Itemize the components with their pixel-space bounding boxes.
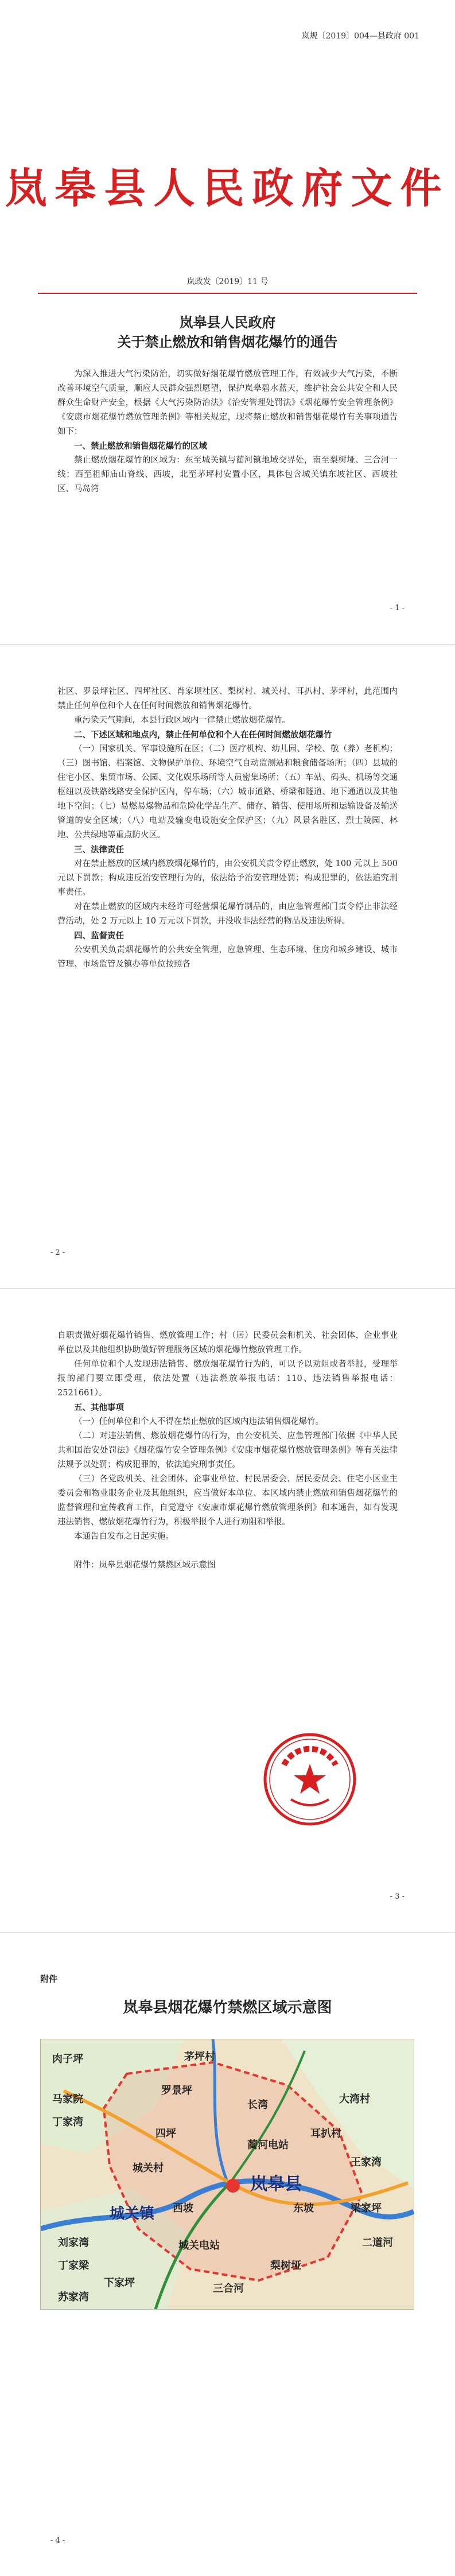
annex-label: 附件: [40, 1974, 58, 1984]
map-canvas: [41, 2039, 414, 2309]
page-number: - 2 -: [50, 1248, 65, 1257]
place-label: 大湾村: [339, 2093, 370, 2105]
section-3-paragraph-1: 对在禁止燃放的区域内燃放烟花爆竹的，由公安机关责令停止燃放，处 100 元以上 500 元以下罚款；构成违反治安管理行为的，依法给予治安管理处罚；构成犯罪的，依法追究刑事责任。: [57, 859, 398, 897]
place-label: 城关村: [133, 2162, 164, 2174]
section-5-item-1: （一）任何单位和个人不得在禁止燃放的区域内违法销售烟花爆竹。: [74, 1417, 324, 1426]
fireworks-ban-zone-map: [40, 2039, 414, 2310]
page-2-body: [57, 685, 398, 972]
section-5-item-3: （三）各党政机关、社会团体、企事业单位、村民居委会、居民委员会、住宅小区业主委员会和物业服务企业及其他组织，应当做好本单位、本区域内禁止燃放和销售烟花爆竹的监督管理和宣传教育工作，自觉遵守《安康市烟花爆竹燃放管理条例》和本通告，如有发现违法销售、燃放烟花爆竹行为，积极举报个人进行劝阻和举报。: [57, 1475, 398, 1527]
place-label: 西坡: [173, 2202, 193, 2214]
county-seat-marker: [226, 2179, 240, 2193]
place-label: 长湾: [247, 2099, 268, 2111]
government-banner: 岚皋县人民政府文件: [5, 164, 450, 212]
place-label: 刘家湾: [58, 2237, 89, 2248]
place-label: 四坪: [155, 2128, 176, 2139]
page-1-body: [57, 367, 398, 496]
section-3-paragraph-2: 对在禁止燃放的区域内未经许可经营烟花爆竹制品的，由应急管理部门责令停止非法经营活动，处 2 万元以上 10 万元以下罚款，并没收非法经营的物品及违法所得。: [57, 902, 398, 926]
annex-title: 岚皋县烟花爆竹禁燃区域示意图: [123, 1999, 332, 2016]
place-label: 王家湾: [351, 2156, 382, 2168]
attachment-line: 附件：岚皋县烟花爆竹禁燃区域示意图: [74, 1561, 216, 1570]
page-number: - 1 -: [390, 604, 405, 612]
section-4-paragraph: 公安机关负责烟花爆竹的公共安全管理，应急管理、生态环境、住房和城乡建设、城市管理、市场监管及镇办等单位按照各: [57, 945, 398, 969]
page-1: [0, 0, 455, 644]
town-label: 岚皋县: [250, 2175, 302, 2194]
place-label: 耳扒村: [310, 2128, 341, 2139]
page-3-body: [57, 1329, 398, 1573]
page-4: [0, 1932, 455, 2576]
section-5-heading: 五、其他事项: [74, 1403, 124, 1413]
place-label: 梁家坪: [351, 2202, 382, 2214]
place-label: 肉子坪: [52, 2053, 83, 2065]
place-label: 罗景坪: [161, 2085, 192, 2096]
place-label: 丁家梁: [58, 2260, 89, 2271]
section-4-continued: 自职责做好烟花爆竹销售、燃放管理工作；村（居）民委员会和机关、社会团体、企业事业单位以及其他组织协助做好管理服务区域的烟花爆竹燃放管理工作。: [57, 1331, 398, 1355]
place-label: 城关电站: [178, 2240, 220, 2251]
section-1-heading: 一、禁止燃放和销售烟花爆竹的区域: [74, 441, 207, 451]
section-2-heading: 二、下述区域和地点内，禁止任何单位和个人在任何时间燃放烟花爆竹: [74, 730, 332, 740]
place-label: 马家院: [52, 2093, 83, 2105]
section-3-heading: 三、法律责任: [74, 845, 124, 855]
place-label: 梨树垭: [270, 2260, 301, 2271]
title-line-1: 岚皋县人民政府: [179, 314, 276, 331]
government-seal: [261, 1731, 359, 1828]
place-label: 二道河: [362, 2237, 393, 2248]
place-label: 茅坪村: [184, 2051, 215, 2062]
document-reference: 岚规〔2019〕004—县政府 001: [301, 32, 419, 41]
heavy-pollution-paragraph: 重污染天气期间，本县行政区域内一律禁止燃放烟花爆竹。: [74, 716, 290, 725]
place-label: 下家坪: [104, 2277, 135, 2288]
section-2-paragraph: （一）国家机关、军事设施所在区；（二）医疗机构、幼儿园、学校、敬（养）老机构；（三）图书馆、档案馆、文物保护单位、环境空气自动监测站和粮食储备场所；（四）县城的住宅小区、集贸市场、公园、文化娱乐场所等人员密集场所；（五）车站、码头、机场等交通枢纽以及铁路线路安全保护区内，停车场；（六）城市道路、桥梁和隧道、地下通道以及其他地下空间；（七）易燃易爆物品和危险化学品生产、储存、销售、使用场所和运输设备及输送管道的安全区域；（八）电站及输变电设施安全保护区；（九）风景名胜区、烈士陵园、林地、公共绿地等重点防火区。: [57, 744, 398, 840]
page-number: - 4 -: [50, 2536, 65, 2545]
intro-paragraph: 为深入推进大气污染防治，切实做好烟花爆竹燃放管理工作，有效减少大气污染，不断改善环境空气质量，顺应人民群众强烈愿望，保护岚皋碧水蓝天，维护社会公共安全和人民群众生命财产安全，根据《大气污染防治法》《治安管理处罚法》《烟花爆竹安全管理条例》《安康市烟花爆竹燃放管理条例》等相关规定，现将禁止燃放和销售烟花爆竹有关事项通告如下：: [57, 370, 398, 436]
title-line-2: 关于禁止燃放和销售烟花爆竹的通告: [117, 333, 338, 350]
place-label: 东坡: [293, 2202, 314, 2214]
place-label: 苏家湾: [58, 2291, 89, 2303]
page-3: [0, 1288, 455, 1932]
page-number: - 3 -: [390, 1892, 405, 1901]
effective-date-paragraph: 本通告自发布之日起实施。: [74, 1532, 174, 1541]
section-1-paragraph: 禁止燃放烟花爆竹的区域为：东至城关镇与蔺河镇地域交界处，南至梨树垭、三合河一线；西至祖师庙山脊线、西坡，北至茅坪村安置小区，具体包含城关镇东坡社区、西坡社区、马岛湾: [57, 456, 398, 494]
page-2: [0, 644, 455, 1288]
section-5-item-2: （二）对违法销售、燃放烟花爆竹的行为，由公安机关、应急管理部门依据《中华人民共和国治安处罚法》《烟花爆竹安全管理条例》《安康市烟花爆竹燃放管理条例》等有关法律法规予以处罚；构成犯罪的，依法追究刑事责任。: [57, 1431, 398, 1469]
report-paragraph: 任何单位和个人发现违法销售、燃放烟花爆竹行为的，可以予以劝阻或者举报，受理举报的部门要立即受理，依法处置（违法燃放举报电话：110、违法销售举报电话：2521661）。: [57, 1360, 398, 1398]
place-label: 蔺河电站: [247, 2139, 289, 2151]
red-separator-line: [38, 293, 417, 294]
chengguan-label: 城关镇: [110, 2205, 155, 2222]
place-label: 丁家湾: [52, 2116, 83, 2128]
place-label: 三合河: [213, 2283, 244, 2294]
section-4-heading: 四、监督责任: [74, 931, 124, 941]
section-1-continued: 社区、罗景坪社区、四坪社区、肖家坝社区、梨树村、城关村、耳扒村、茅坪村，此范围内禁止任何单位和个人在任何时间燃放和销售烟花爆竹。: [57, 687, 398, 711]
notice-title: [0, 313, 455, 352]
issue-number: 岚政发〔2019〕11 号: [186, 277, 269, 286]
